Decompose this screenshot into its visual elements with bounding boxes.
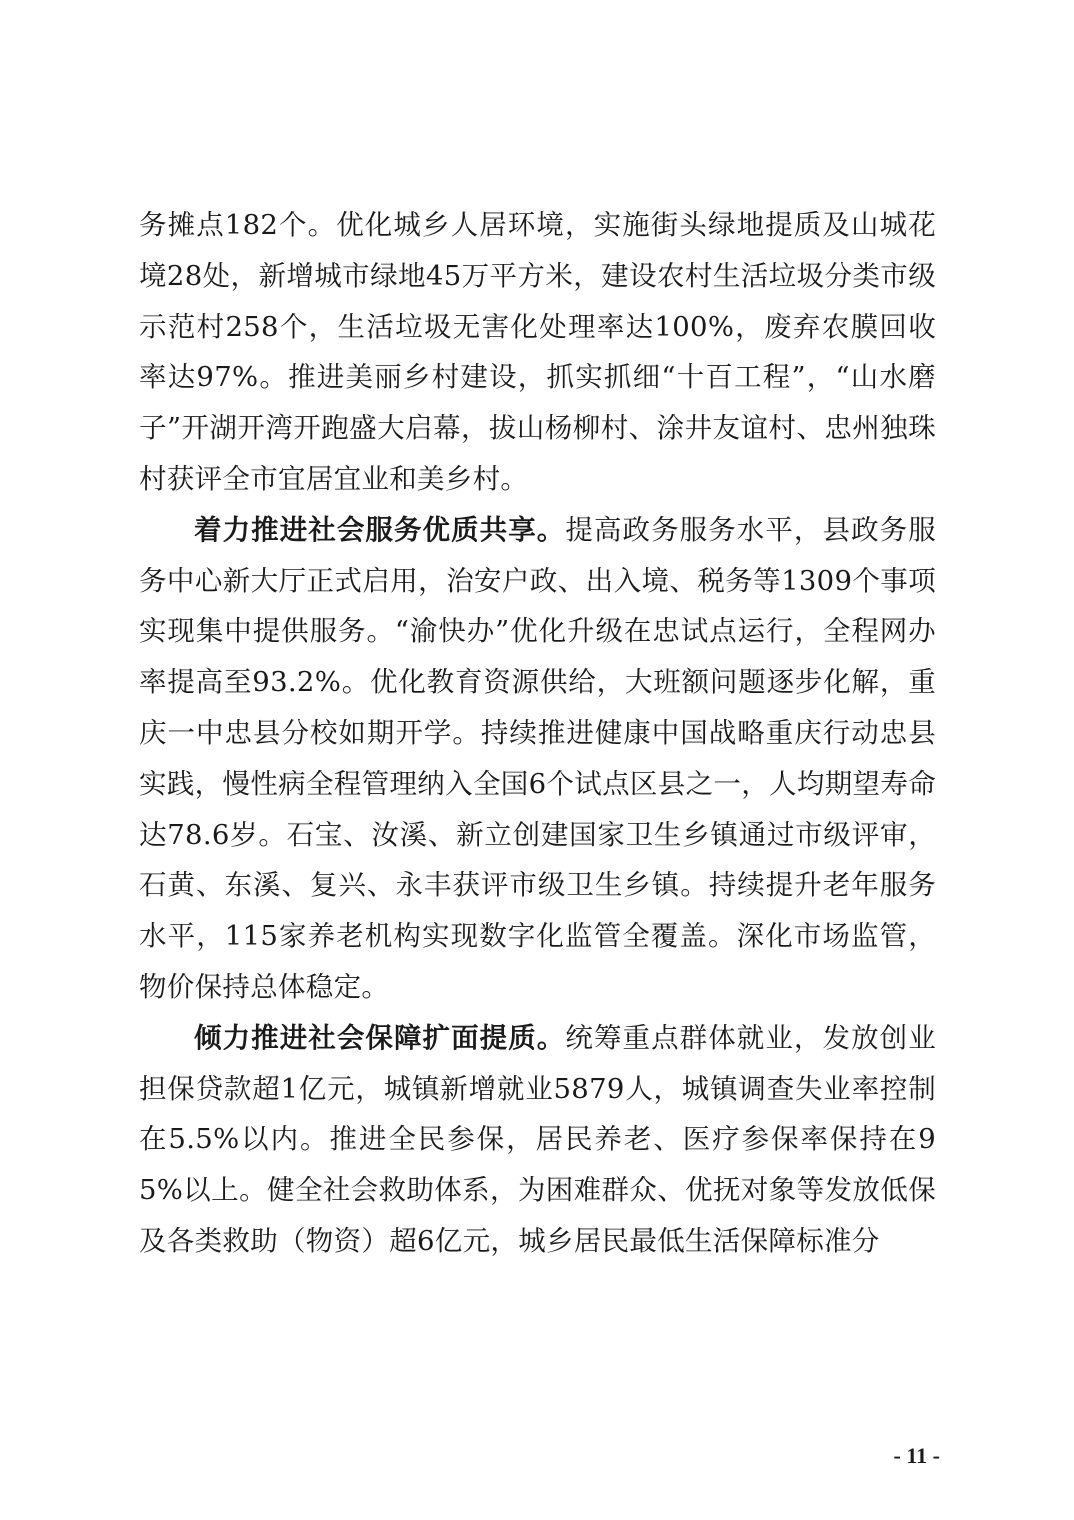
page-number: - 11 -	[893, 1443, 940, 1468]
paragraph-3-heading: 倾力推进社会保障扩面提质。	[194, 1021, 566, 1054]
paragraph-1-text: 务摊点182个。优化城乡人居环境，实施街头绿地提质及山城花境28处，新增城市绿地45万平方米，建设农村生活垃圾分类市级示范村258个，生活垃圾无害化处理率达100%，废弃农膜回收率达97%。推进美丽乡村建设，抓实抓细“十百工程”，“山水磨子”开湖开湾开跑盛大启幕，拔山杨柳村、涂井友谊村、忠州独珠村获评全市宜居宜业和美乡村。	[139, 209, 936, 495]
paragraph-3-text: 统筹重点群体就业，发放创业担保贷款超1亿元，城镇新增就业5879人，城镇调查失业率控制在5.5%以内。推进全民参保，居民养老、医疗参保率保持在95%以上。健全社会救助体系，为困难群众、优抚对象等发放低保及各类救助（物资）超6亿元，城乡居民最低生活保障标准分	[139, 1021, 936, 1257]
body-text	[139, 200, 936, 1267]
paragraph-1	[139, 200, 936, 505]
paragraph-2-heading: 着力推进社会服务优质共享。	[194, 513, 566, 546]
paragraph-2-text: 提高政务服务水平，县政务服务中心新大厅正式启用，治安户政、出入境、税务等1309个事项实现集中提供服务。“渝快办”优化升级在忠试点运行，全程网办率提高至93.2%。优化教育资源供给，大班额问题逐步化解，重庆一中忠县分校如期开学。持续推进健康中国战略重庆行动忠县实践，慢性病全程管理纳入全国6个试点区县之一，人均期望寿命达78.6岁。石宝、汝溪、新立创建国家卫生乡镇通过市级评审，石黄、东溪、复兴、永丰获评市级卫生乡镇。持续提升老年服务水平，115家养老机构实现数字化监管全覆盖。深化市场监管，物价保持总体稳定。	[139, 513, 936, 1003]
paragraph-3	[139, 1013, 936, 1267]
paragraph-2	[139, 505, 936, 1013]
